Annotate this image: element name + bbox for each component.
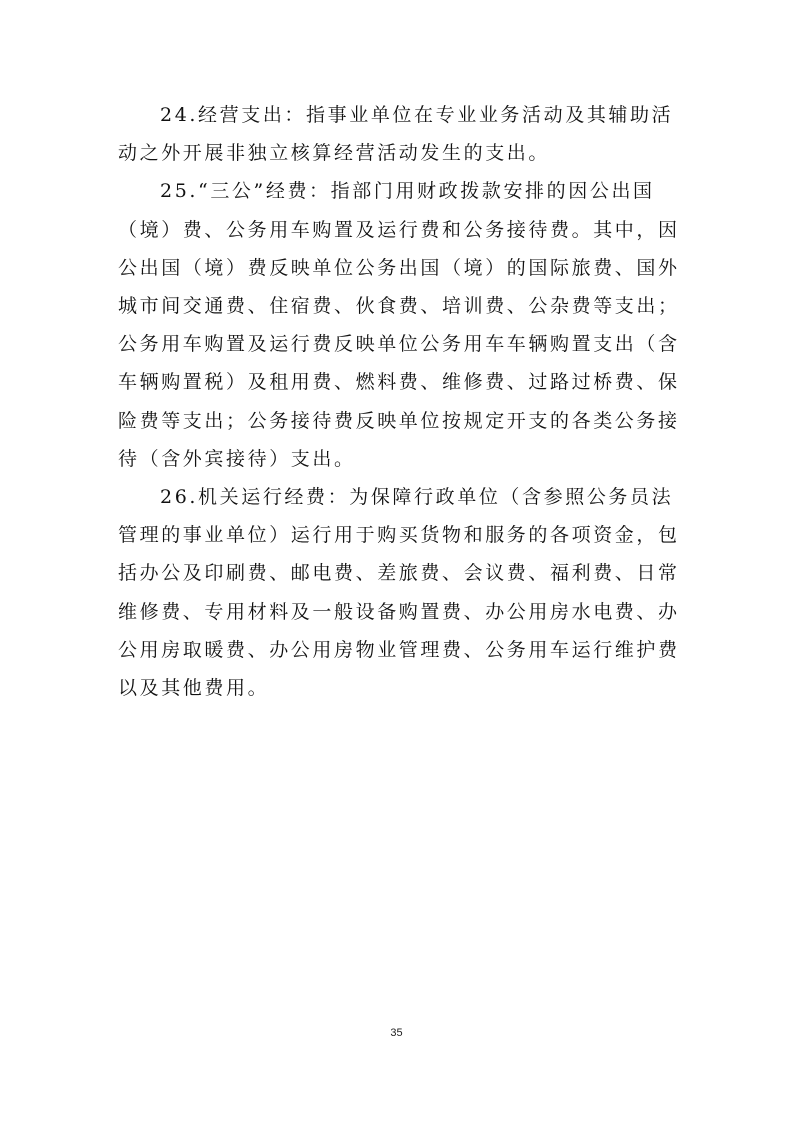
text-line: 25.“三公”经费：指部门用财政拨款安排的因公出国: [160, 180, 655, 203]
page-number: 35: [390, 1027, 403, 1039]
text-line: 26.机关运行经费：为保障行政单位（含参照公务员法: [160, 486, 674, 509]
text-line: （境）费、公务用车购置及运行费和公务接待费。其中，因: [118, 218, 680, 241]
text-line: 险费等支出；公务接待费反映单位按规定开支的各类公务接: [118, 409, 680, 432]
text-line: 24.经营支出：指事业单位在专业业务活动及其辅助活: [160, 104, 674, 126]
text-line: 括办公及印刷费、邮电费、差旅费、会议费、福利费、日常: [118, 562, 680, 585]
text-line: 管理的事业单位）运行用于购买货物和服务的各项资金，包: [118, 524, 680, 547]
paragraph-25-three-public-expenses: [118, 172, 686, 478]
text-line: 车辆购置税）及租用费、燃料费、维修费、过路过桥费、保: [118, 371, 680, 394]
paragraph-24-operating-expenditure: [118, 96, 686, 172]
text-line: 维修费、专用材料及一般设备购置费、办公用房水电费、办: [118, 600, 680, 623]
body-text: [118, 96, 686, 707]
paragraph-26-agency-operating-expenses: [118, 478, 686, 707]
text-line: 以及其他费用。: [118, 677, 270, 700]
text-line: 待（含外宾接待）支出。: [118, 447, 356, 470]
text-line: 公务用车购置及运行费反映单位公务用车车辆购置支出（含: [118, 333, 680, 356]
text-line: 公出国（境）费反映单位公务出国（境）的国际旅费、国外: [118, 256, 680, 279]
text-line: 动之外开展非独立核算经营活动发生的支出。: [118, 142, 551, 165]
text-line: 公用房取暖费、办公用房物业管理费、公务用车运行维护费: [118, 638, 680, 661]
text-line: 城市间交通费、住宿费、伙食费、培训费、公杂费等支出；: [118, 295, 680, 318]
